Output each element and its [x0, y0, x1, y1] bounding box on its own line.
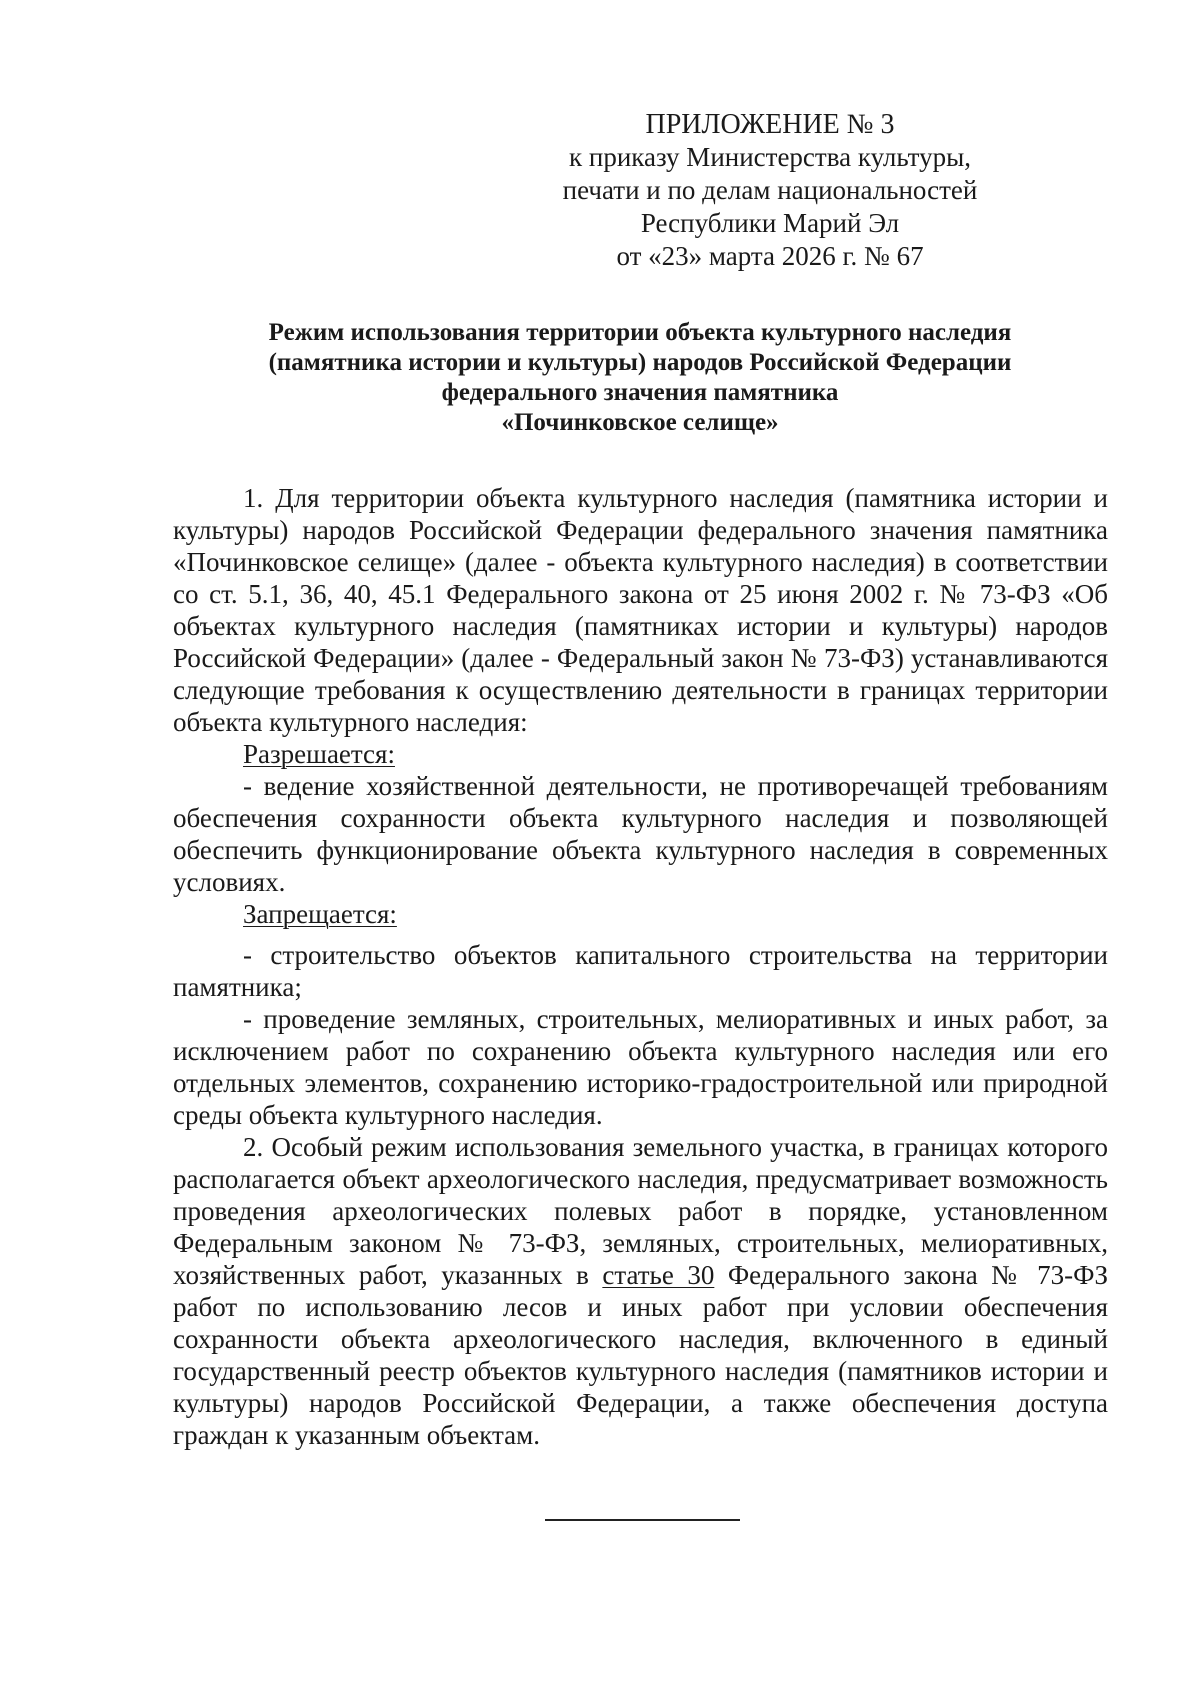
appendix-number: ПРИЛОЖЕНИЕ № 3	[645, 109, 895, 140]
article-30-link[interactable]: статье 30	[602, 1260, 715, 1290]
title-line-4: «Починковское селище»	[501, 409, 779, 436]
appendix-republic: Республики Марий Эл	[640, 208, 900, 238]
paragraph-2	[173, 1131, 1108, 1451]
appendix-ministry: печати и по делам национальностей	[562, 175, 978, 205]
forbidden-item-2: - проведение земляных, строительных, мелиоративных и иных работ, за исключением работ по сохранению объекта культурного наследия или его отдельных элементов, сохранению историко-градостроительной или природной среды объекта культурного наследия.	[173, 1004, 1108, 1130]
allowed-item-1: - ведение хозяйственной деятельности, не противоречащей требованиям обеспечения сохранности объекта культурного наследия и позволяющей обеспечить функционирование объекта культурного наследия в современных условиях.	[173, 771, 1108, 897]
spacer	[173, 930, 1108, 939]
document-body	[173, 482, 1108, 1451]
forbidden-item-1: - строительство объектов капитального строительства на территории памятника;	[173, 940, 1108, 1002]
paragraph-2-part-1: 2. Особый режим использования земельного участка, в границах которого располагается объект археологического наследия, предусматривает возможность проведения археологических полевых работ в порядке, установленном Федеральным законом № 73-ФЗ, земляных, строительных, мелиоративных, хозяйственных работ, указанных в	[173, 1132, 1108, 1290]
title-line-3: федерального значения памятника	[441, 379, 839, 406]
appendix-order-ref: к приказу Министерства культуры,	[569, 142, 971, 172]
title-line-2: (памятника истории и культуры) народов Российской Федерации	[268, 349, 1012, 376]
allowed-label: Разрешается:	[243, 739, 395, 769]
title-line-1: Режим использования территории объекта культурного наследия	[268, 319, 1012, 346]
appendix-date-number: от «23» марта 2026 г. № 67	[616, 241, 924, 271]
closing-divider	[545, 1519, 740, 1521]
forbidden-label: Запрещается:	[243, 899, 397, 929]
paragraph-2-part-2: Федерального закона № 73-ФЗ работ по использованию лесов и иных работ при условии обеспечения сохранности объекта археологического наследия, включенного в единый государственный реестр объектов культурного наследия (памятников истории и культуры) народов Российской Федерации, а также обеспечения доступа граждан к указанным объектам.	[173, 1260, 1108, 1450]
document-title	[175, 318, 1105, 438]
paragraph-1: 1. Для территории объекта культурного наследия (памятника истории и культуры) народов Российской Федерации федерального значения памятника «Починковское селище» (далее - объекта культурного наследия) в соответствии со ст. 5.1, 36, 40, 45.1 Федерального закона от 25 июня 2002 г. № 73-ФЗ «Об объектах культурного наследия (памятниках истории и культуры) народов Российской Федерации» (далее - Федеральный закон № 73-ФЗ) устанавливаются следующие требования к осуществлению деятельности в границах территории объекта культурного наследия:	[173, 483, 1108, 737]
appendix-header	[560, 108, 980, 273]
